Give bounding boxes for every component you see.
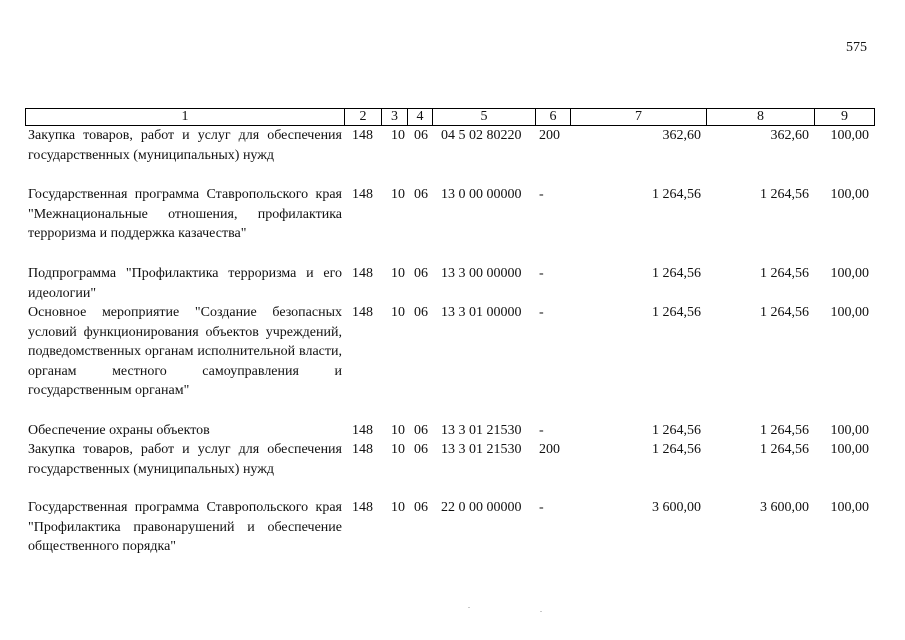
cell-target-article: 13 3 01 21530: [441, 423, 522, 438]
cell-value-8: 1 264,56: [760, 187, 809, 202]
cell-subsection: 06: [414, 500, 428, 515]
cell-expense-type: -: [539, 423, 544, 438]
cell-section: 10: [391, 500, 405, 515]
cell-section: 10: [391, 423, 405, 438]
header-cell-4: 4: [407, 108, 433, 126]
cell-percent: 100,00: [830, 305, 869, 320]
row-description: Подпрограмма "Профилактика терроризма и его идеологии": [28, 266, 342, 301]
cell-value-8: 1 264,56: [760, 266, 809, 281]
cell-expense-type: 200: [539, 128, 560, 143]
cell-subsection: 06: [414, 423, 428, 438]
header-cell-1: 1: [25, 108, 345, 126]
cell-expense-type: -: [539, 305, 544, 320]
cell-subsection: 06: [414, 442, 428, 457]
cell-ministry: 148: [352, 500, 373, 515]
cell-section: 10: [391, 187, 405, 202]
row-description: Государственная программа Ставропольского края "Профилактика правонарушений и обеспечение общественного порядка": [28, 500, 342, 554]
cell-value-7: 362,60: [662, 128, 701, 143]
header-cell-9: 9: [814, 108, 875, 126]
cell-expense-type: 200: [539, 442, 560, 457]
cell-value-7: 3 600,00: [652, 500, 701, 515]
cell-section: 10: [391, 266, 405, 281]
cell-target-article: 13 0 00 00000: [441, 187, 522, 202]
cell-value-8: 1 264,56: [760, 442, 809, 457]
row-description: Обеспечение охраны объектов: [28, 423, 210, 438]
cell-section: 10: [391, 128, 405, 143]
row-description: Государственная программа Ставропольского края "Межнациональные отношения, профилактика терроризма и поддержка казачества": [28, 187, 342, 241]
cell-target-article: 22 0 00 00000: [441, 500, 522, 515]
cell-target-article: 13 3 01 21530: [441, 442, 522, 457]
cell-target-article: 04 5 02 80220: [441, 128, 522, 143]
cell-percent: 100,00: [830, 187, 869, 202]
cell-value-7: 1 264,56: [652, 305, 701, 320]
cell-percent: 100,00: [830, 266, 869, 281]
header-cell-3: 3: [381, 108, 408, 126]
cell-ministry: 148: [352, 423, 373, 438]
scan-speck: [468, 607, 470, 608]
cell-expense-type: -: [539, 500, 544, 515]
cell-subsection: 06: [414, 128, 428, 143]
cell-value-7: 1 264,56: [652, 423, 701, 438]
header-cell-7: 7: [570, 108, 707, 126]
cell-value-7: 1 264,56: [652, 187, 701, 202]
cell-value-8: 1 264,56: [760, 423, 809, 438]
cell-section: 10: [391, 305, 405, 320]
cell-value-8: 362,60: [770, 128, 809, 143]
header-cell-6: 6: [535, 108, 571, 126]
cell-percent: 100,00: [830, 500, 869, 515]
cell-ministry: 148: [352, 442, 373, 457]
scan-speck: [540, 611, 542, 612]
header-cell-8: 8: [706, 108, 815, 126]
cell-expense-type: -: [539, 187, 544, 202]
row-description: Закупка товаров, работ и услуг для обеспечения государственных (муниципальных) нужд: [28, 128, 342, 163]
cell-subsection: 06: [414, 266, 428, 281]
cell-ministry: 148: [352, 128, 373, 143]
row-description: Основное мероприятие "Создание безопасных условий функционирования объектов учреждений, подведомственных органам исполнительной власти, органам местного самоуправления и государственным органам": [28, 305, 342, 398]
cell-percent: 100,00: [830, 442, 869, 457]
header-cell-2: 2: [344, 108, 382, 126]
page-number: 575: [846, 40, 867, 55]
cell-target-article: 13 3 01 00000: [441, 305, 522, 320]
header-cell-5: 5: [432, 108, 536, 126]
cell-value-8: 1 264,56: [760, 305, 809, 320]
cell-percent: 100,00: [830, 128, 869, 143]
cell-percent: 100,00: [830, 423, 869, 438]
row-description: Закупка товаров, работ и услуг для обеспечения государственных (муниципальных) нужд: [28, 442, 342, 477]
cell-value-8: 3 600,00: [760, 500, 809, 515]
cell-target-article: 13 3 00 00000: [441, 266, 522, 281]
cell-subsection: 06: [414, 187, 428, 202]
cell-value-7: 1 264,56: [652, 442, 701, 457]
cell-ministry: 148: [352, 187, 373, 202]
cell-ministry: 148: [352, 305, 373, 320]
cell-value-7: 1 264,56: [652, 266, 701, 281]
cell-subsection: 06: [414, 305, 428, 320]
cell-section: 10: [391, 442, 405, 457]
cell-expense-type: -: [539, 266, 544, 281]
cell-ministry: 148: [352, 266, 373, 281]
